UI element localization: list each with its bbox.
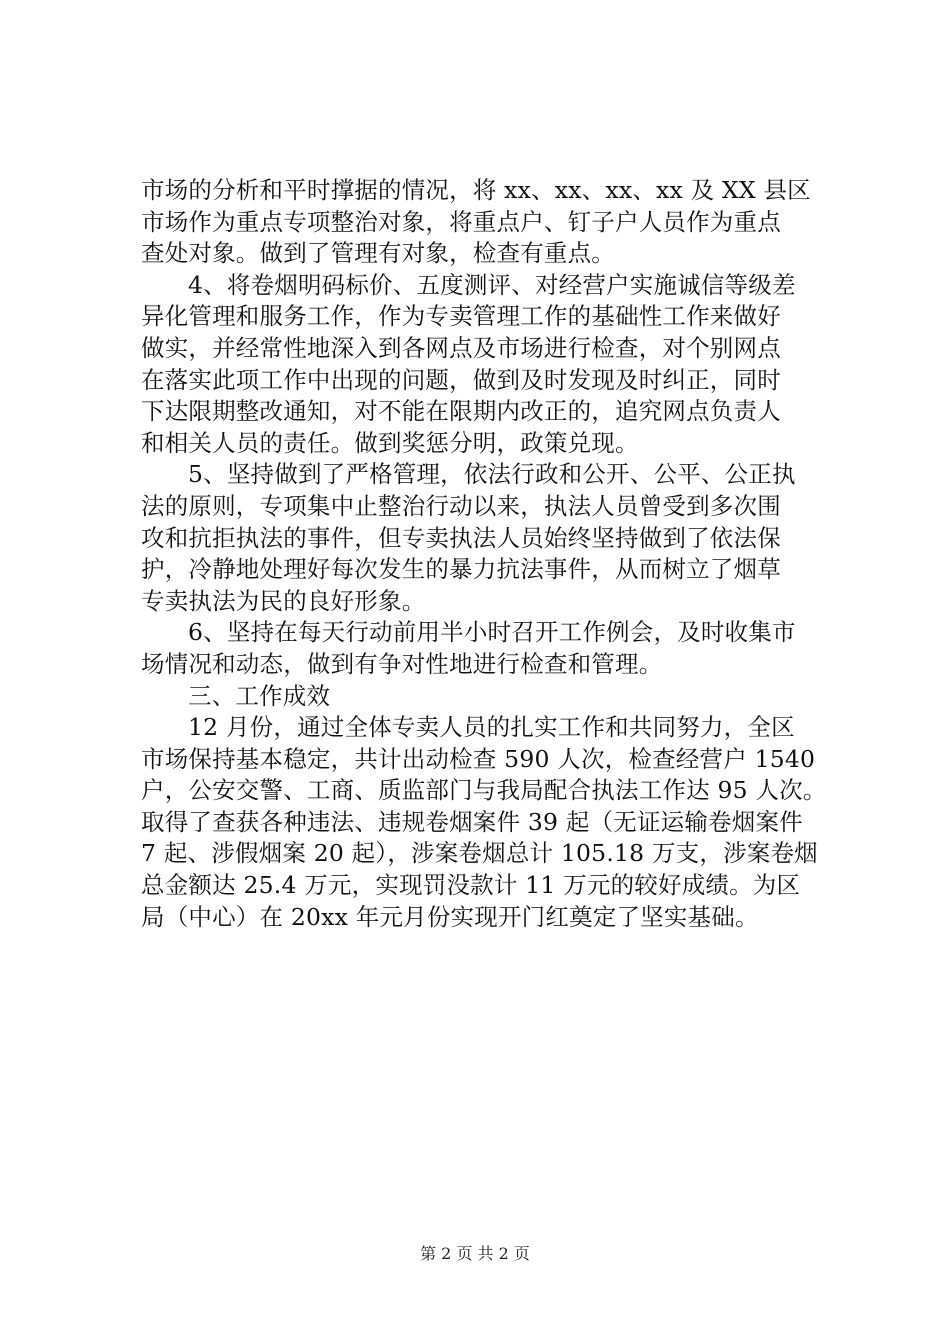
- document-body: [141, 175, 831, 933]
- text-line: 局（中心）在 20xx 年元月份实现开门红奠定了坚实基础。: [141, 902, 759, 931]
- text-line: 6、坚持在每天行动前用半小时召开工作例会，及时收集市: [188, 618, 796, 647]
- text-line: 取得了查获各种违法、违规卷烟案件 39 起（无证运输卷烟案件: [141, 807, 803, 836]
- text-line: 市场保持基本稳定，共计出动检查 590 人次，检查经营户 1540: [141, 744, 816, 773]
- text-line: 场情况和动态，做到有争对性地进行检查和管理。: [141, 649, 663, 678]
- text-line: 12 月份，通过全体专卖人员的扎实工作和共同努力，全区: [188, 713, 795, 742]
- text-line: 市场作为重点专项整治对象，将重点户、钉子户人员作为重点: [141, 207, 781, 236]
- text-line: 4、将卷烟明码标价、五度测评、对经营户实施诚信等级差: [188, 270, 796, 299]
- text-line: 下达限期整改通知，对不能在限期内改正的，追究网点负责人: [141, 397, 781, 426]
- text-line: 护，冷静地处理好每次发生的暴力抗法事件，从而树立了烟草: [141, 555, 781, 584]
- text-line: 专卖执法为民的良好形象。: [141, 586, 426, 615]
- text-line: 总金额达 25.4 万元，实现罚没款计 11 万元的较好成绩。为区: [141, 871, 801, 900]
- text-line: 和相关人员的责任。做到奖惩分明，政策兑现。: [141, 428, 639, 457]
- text-line: 7 起、涉假烟案 20 起），涉案卷烟总计 105.18 万支，涉案卷烟: [141, 839, 818, 868]
- text-line: 查处对象。做到了管理有对象，检查有重点。: [141, 239, 615, 268]
- text-line: 在落实此项工作中出现的问题，做到及时发现及时纠正，同时: [141, 365, 781, 394]
- text-line: 法的原则，专项集中止整治行动以来，执法人员曾受到多次围: [141, 491, 781, 520]
- text-line: 攻和抗拒执法的事件，但专卖执法人员始终坚持做到了依法保: [141, 523, 781, 552]
- text-line: 异化管理和服务工作，作为专卖管理工作的基础性工作来做好: [141, 302, 781, 331]
- page-footer: [0, 1244, 950, 1264]
- section-heading: 三、工作成效: [188, 681, 331, 710]
- page-number-label: 第 2 页 共 2 页: [420, 1244, 530, 1263]
- text-line: 市场的分析和平时撑据的情况，将 xx、xx、xx、xx 及 XX 县区: [141, 176, 811, 204]
- text-line: 做实，并经常性地深入到各网点及市场进行检查，对个别网点: [141, 333, 781, 362]
- text-line: 户，公安交警、工商、质监部门与我局配合执法工作达 95 人次。: [141, 776, 827, 805]
- text-line: 5、坚持做到了严格管理，依法行政和公开、公平、公正执: [188, 460, 796, 489]
